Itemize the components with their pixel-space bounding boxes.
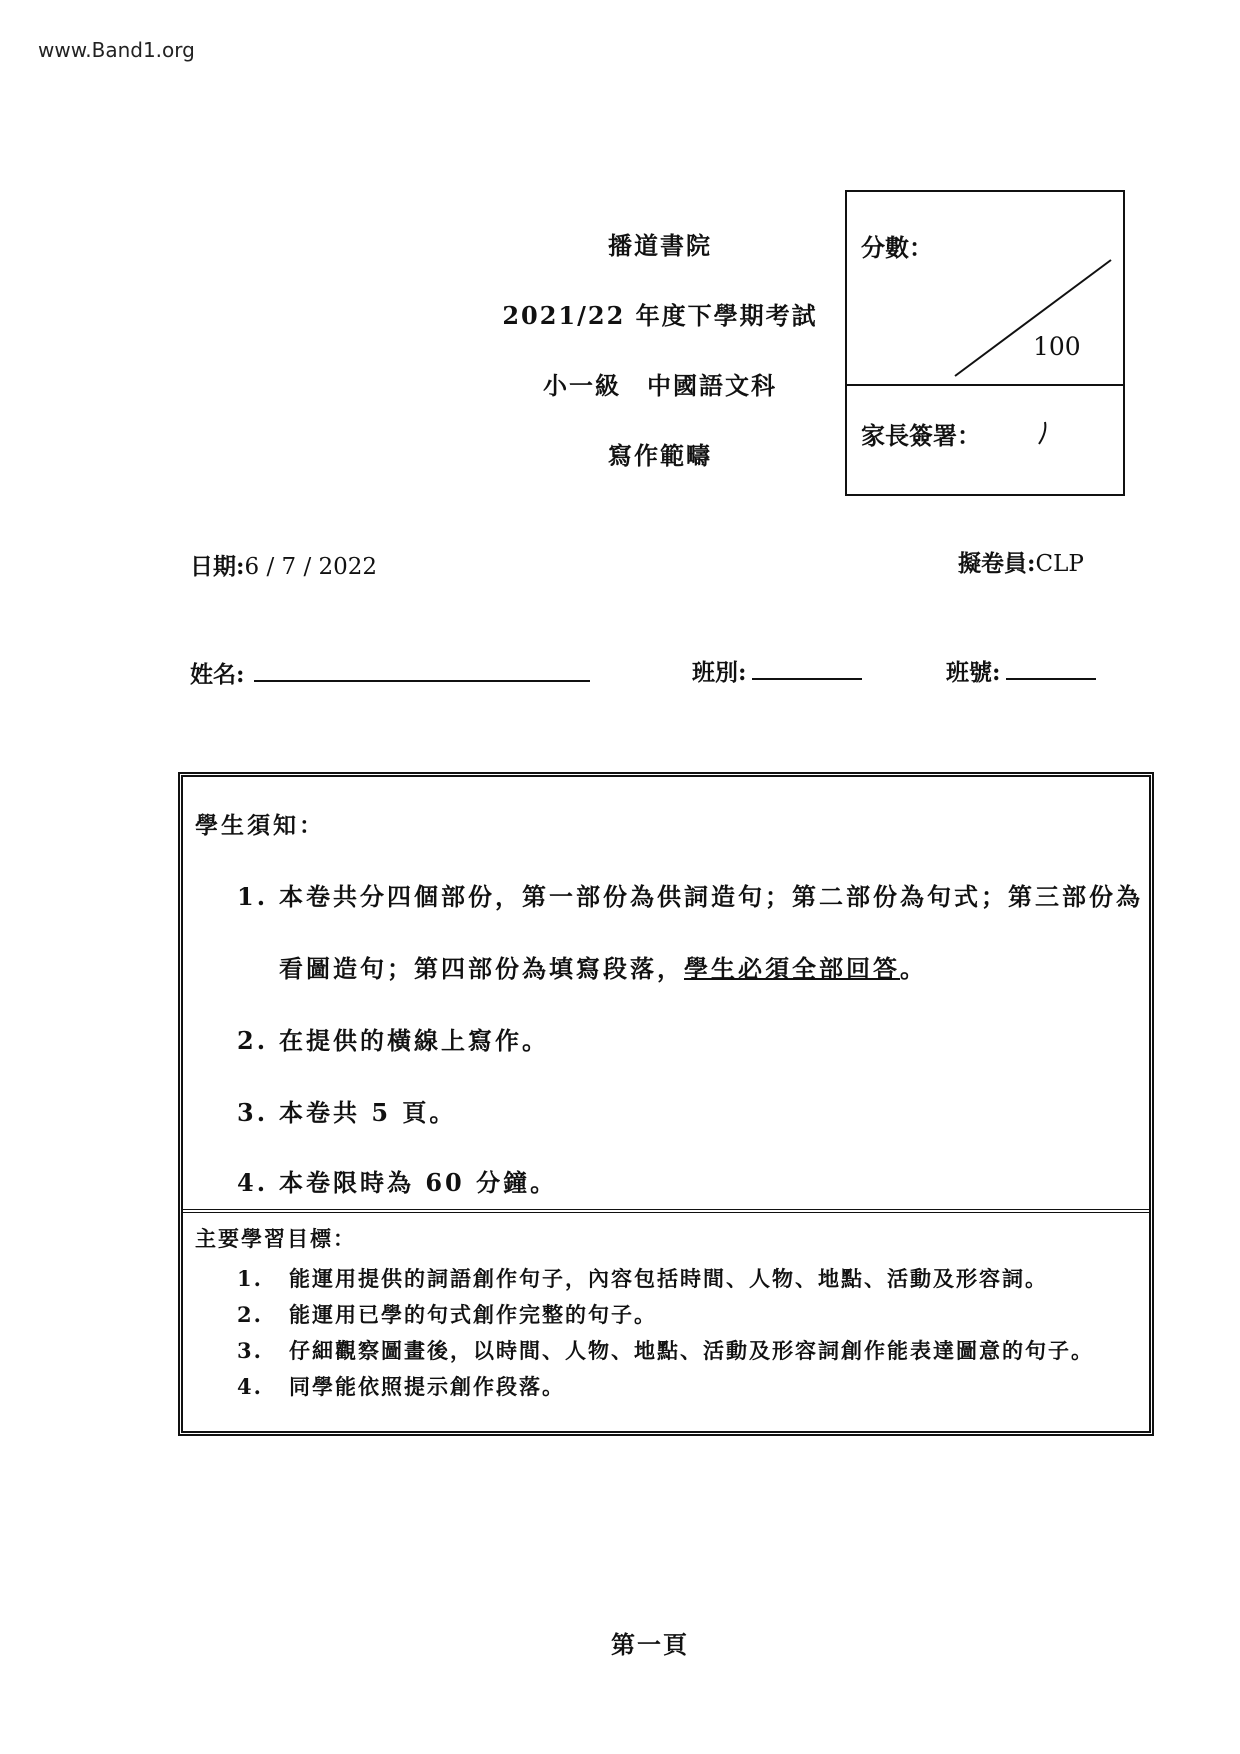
score-slash xyxy=(947,252,1117,382)
date-label: 日期: xyxy=(190,553,245,580)
score-box-divider xyxy=(847,384,1123,386)
notice-item-end: 。 xyxy=(900,954,927,983)
goal-item-text: 能運用提供的詞語創作句子，內容包括時間、人物、地點、活動及形容詞。 xyxy=(289,1266,1048,1291)
class-number-input-line[interactable] xyxy=(1006,678,1096,680)
notice-item-1 xyxy=(237,877,1143,912)
notice-emphasis: 學生必須全部回答 xyxy=(684,954,900,983)
exam-title: 2021/22 年度下學期考試 xyxy=(502,301,818,330)
score-label: 分數： xyxy=(861,233,933,262)
class-number-label: 班號: xyxy=(946,659,1001,686)
watermark-url: www.Band1.org xyxy=(38,38,195,62)
goal-item-text: 仔細觀察圖畫後，以時間、人物、地點、活動及形容詞創作能表達圖意的句子。 xyxy=(289,1338,1094,1363)
notice-item-text: 本卷共 5 頁。 xyxy=(279,1098,457,1127)
goal-item-3 xyxy=(237,1335,1094,1365)
goal-item-number: 3. xyxy=(237,1338,263,1363)
grade-subject: 小一級 中國語文科 xyxy=(543,371,777,400)
notice-item-3 xyxy=(237,1093,456,1128)
notice-item-number: 2. xyxy=(237,1026,269,1055)
paper-title: 寫作範疇 xyxy=(608,441,712,470)
class-input-line[interactable] xyxy=(752,678,862,680)
score-box xyxy=(845,190,1125,496)
name-label: 姓名: xyxy=(190,661,245,688)
date-value: 6 / 7 / 2022 xyxy=(244,554,378,580)
score-total: 100 xyxy=(1033,332,1081,361)
name-input-line[interactable] xyxy=(254,680,590,682)
notice-item-2 xyxy=(237,1021,549,1056)
page-number: 第一頁 xyxy=(611,1630,689,1659)
date-field xyxy=(190,548,377,581)
notice-item-1-continued xyxy=(279,949,927,984)
setter-value: CLP xyxy=(1035,551,1084,577)
goal-item-number: 2. xyxy=(237,1302,263,1327)
goals-title: 主要學習目標： xyxy=(195,1226,356,1251)
goal-item-4 xyxy=(237,1371,565,1401)
instructions-box xyxy=(178,772,1154,1436)
notice-item-number: 3. xyxy=(237,1098,269,1127)
section-divider xyxy=(183,1209,1149,1213)
goal-item-number: 1. xyxy=(237,1266,263,1291)
notice-item-text: 本卷限時為 60 分鐘。 xyxy=(279,1168,558,1197)
goal-item-number: 4. xyxy=(237,1374,263,1399)
setter-label: 擬卷員: xyxy=(958,550,1036,577)
notice-item-text: 本卷共分四個部份，第一部份為供詞造句；第二部份為句式；第三部份為 xyxy=(279,882,1143,911)
notice-item-text-cont: 看圖造句；第四部份為填寫段落， xyxy=(279,954,684,983)
parent-signature-label: 家長簽署： xyxy=(861,421,981,450)
goal-item-text: 能運用已學的句式創作完整的句子。 xyxy=(289,1302,657,1327)
setter-field xyxy=(958,545,1084,578)
notice-item-4 xyxy=(237,1163,557,1198)
school-name: 播道書院 xyxy=(608,231,712,260)
signature-mark xyxy=(1033,418,1053,448)
notice-title: 學生須知： xyxy=(195,812,325,839)
goal-item-text: 同學能依照提示創作段落。 xyxy=(289,1374,565,1399)
notice-item-number: 1. xyxy=(237,882,269,911)
goal-item-1 xyxy=(237,1263,1048,1293)
goal-item-2 xyxy=(237,1299,657,1329)
notice-item-number: 4. xyxy=(237,1168,269,1197)
class-label: 班別: xyxy=(692,659,747,686)
notice-item-text: 在提供的橫線上寫作。 xyxy=(279,1026,549,1055)
